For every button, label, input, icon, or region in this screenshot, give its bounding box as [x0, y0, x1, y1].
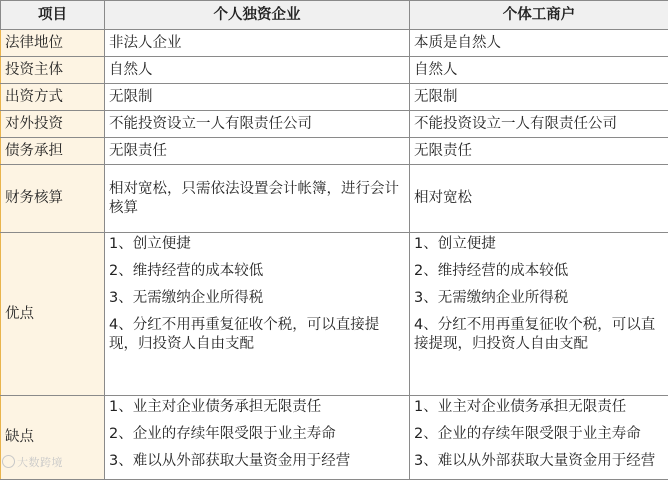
sole-cell: 无限制	[105, 84, 410, 111]
list-item: 2、企业的存续年限受限于业主寿命	[109, 425, 405, 444]
list-item: 1、业主对企业债务承担无限责任	[414, 398, 664, 417]
row-label: 优点	[1, 233, 105, 396]
indiv-cell: 无限制	[410, 84, 668, 111]
indiv-cell: 不能投资设立一人有限责任公司	[410, 111, 668, 138]
sole-cell: 自然人	[105, 57, 410, 84]
list-item: 2、维持经营的成本较低	[109, 262, 405, 281]
list-item: 2、企业的存续年限受限于业主寿命	[414, 425, 664, 444]
list-item: 3、难以从外部获取大量资金用于经营	[414, 452, 664, 471]
list-item: 1、创立便捷	[414, 235, 664, 254]
sole-cell: 相对宽松，只需依法设置会计帐簿，进行会计核算	[105, 165, 410, 233]
watermark	[2, 454, 63, 470]
list-item: 4、分红不用再重复征收个税，可以直接提现，归投资人自由支配	[109, 316, 405, 354]
table-row	[1, 30, 668, 57]
row-label: 对外投资	[1, 111, 105, 138]
row-label: 财务核算	[1, 165, 105, 233]
header-item: 项目	[1, 1, 105, 30]
sole-cell: 非法人企业	[105, 30, 410, 57]
disadvantages-row	[1, 396, 668, 480]
header-row	[1, 1, 668, 30]
indiv-disadvantages	[410, 396, 668, 480]
list-item: 3、难以从外部获取大量资金用于经营	[109, 452, 405, 471]
watermark-text: 大数跨境	[17, 456, 63, 469]
list-item: 1、创立便捷	[109, 235, 405, 254]
sole-cell: 无限责任	[105, 138, 410, 165]
list-item: 3、无需缴纳企业所得税	[109, 289, 405, 308]
list-item: 3、无需缴纳企业所得税	[414, 289, 664, 308]
sole-advantages	[105, 233, 410, 396]
indiv-cell: 相对宽松	[410, 165, 668, 233]
advantages-row	[1, 233, 668, 396]
list-item: 2、维持经营的成本较低	[414, 262, 664, 281]
indiv-cell: 本质是自然人	[410, 30, 668, 57]
row-label: 债务承担	[1, 138, 105, 165]
list-item: 1、业主对企业债务承担无限责任	[109, 398, 405, 417]
watermark-logo-icon	[2, 455, 15, 468]
table-row	[1, 138, 668, 165]
row-label: 缺点	[1, 396, 105, 480]
indiv-advantages	[410, 233, 668, 396]
list-item: 4、分红不用再重复征收个税，可以直接提现，归投资人自由支配	[414, 316, 664, 354]
indiv-cell: 自然人	[410, 57, 668, 84]
table-row	[1, 111, 668, 138]
sole-disadvantages	[105, 396, 410, 480]
sole-cell: 不能投资设立一人有限责任公司	[105, 111, 410, 138]
table-row	[1, 84, 668, 111]
header-sole-proprietorship: 个人独资企业	[105, 1, 410, 30]
row-label: 投资主体	[1, 57, 105, 84]
header-individual-business: 个体工商户	[410, 1, 668, 30]
row-label: 出资方式	[1, 84, 105, 111]
row-label: 法律地位	[1, 30, 105, 57]
table-row	[1, 57, 668, 84]
table-row	[1, 165, 668, 233]
indiv-cell: 无限责任	[410, 138, 668, 165]
